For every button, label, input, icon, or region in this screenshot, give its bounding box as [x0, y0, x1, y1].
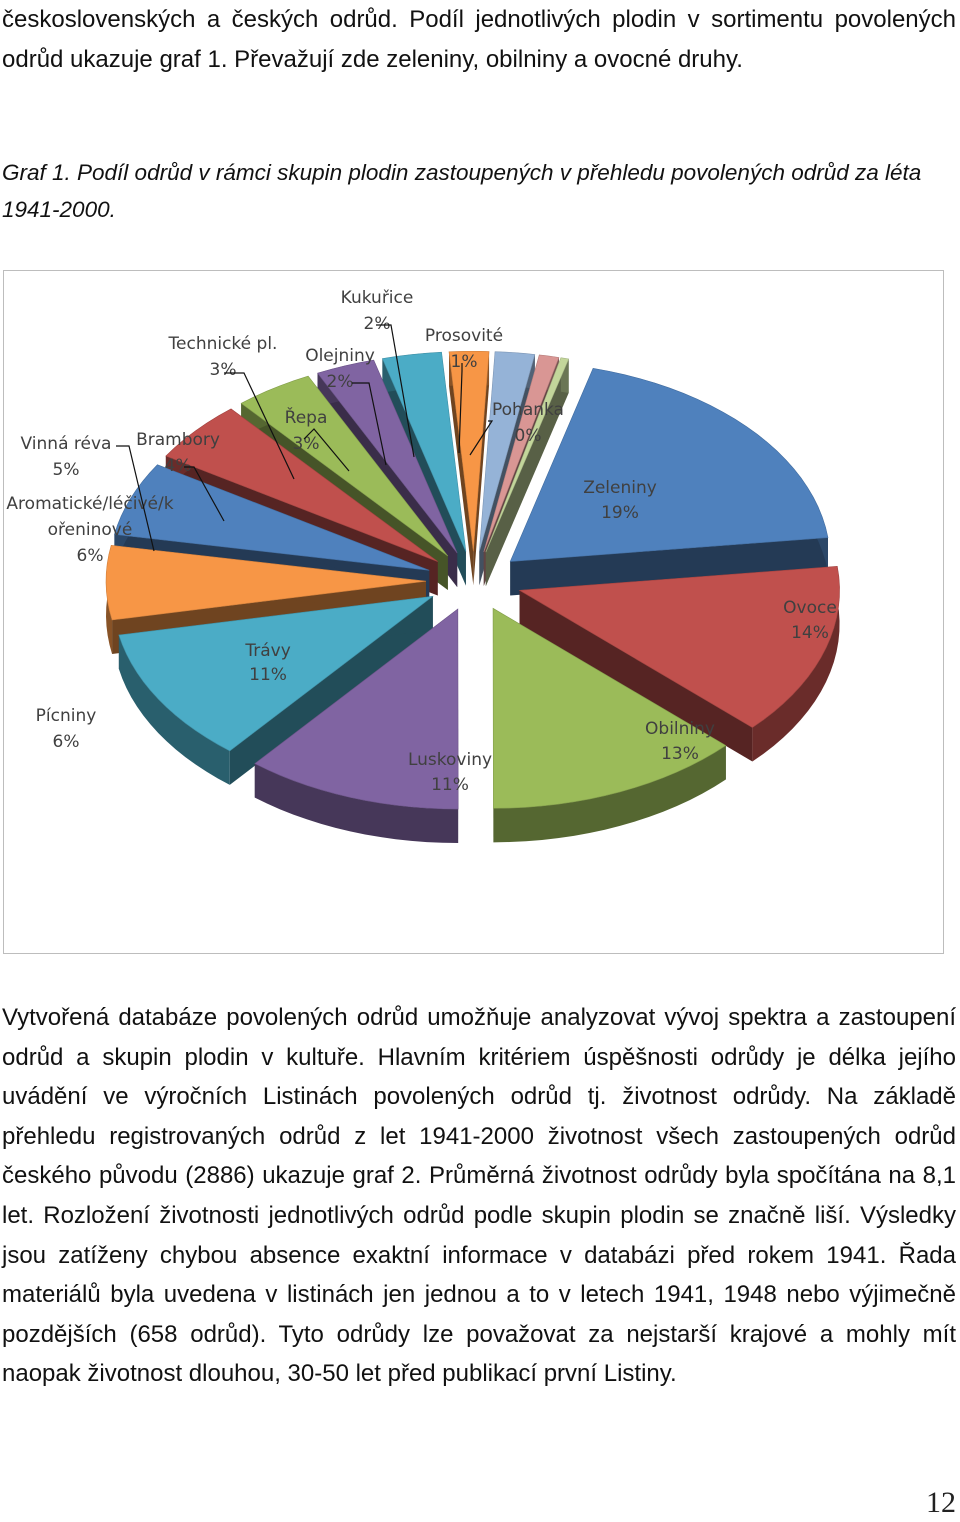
- slice-label-technick-pl-: Technické pl.: [168, 334, 278, 354]
- slice-label-p-cniny: Pícniny: [35, 706, 97, 726]
- slice-pct-technick-pl-: 3%: [209, 360, 237, 380]
- intro-paragraph: československých a českých odrůd. Podíl jednotlivých plodin v sortimentu povolených odrůd ukazuje graf 1. Převažují zde zeleniny, obilniny a ovocné druhy.: [2, 6, 956, 73]
- slice-label-aromatick-l-iv-ko-eninov--line1: ořeninové: [47, 520, 133, 540]
- slice-label-luskoviny: Luskoviny: [407, 750, 493, 770]
- slice-label-prosovit-: Prosovité: [424, 326, 504, 346]
- slice-pct-zeleniny: 19%: [601, 503, 639, 523]
- slice-pct-ovoce: 14%: [791, 623, 829, 643]
- slice-pct-olejniny: 2%: [326, 372, 354, 392]
- slice-label-olejniny: Olejniny: [305, 346, 375, 366]
- slice-pct-vinn-r-va: 5%: [52, 460, 80, 480]
- slice-label-ovoce: Ovoce: [783, 598, 837, 618]
- slice-pct-tr-vy: 11%: [249, 664, 287, 685]
- page-number: 12: [926, 1486, 956, 1519]
- slice-pct-obilniny: 13%: [661, 744, 699, 764]
- slice-pct-pohanka: 0%: [514, 426, 542, 446]
- slice-pct-brambory: 4%: [164, 456, 192, 476]
- slice-label-kuku-ice: Kukuřice: [340, 288, 414, 308]
- slice-label-brambory: Brambory: [136, 430, 220, 450]
- slice-label-pohanka: Pohanka: [492, 400, 564, 420]
- slice-pct--epa: 3%: [292, 434, 320, 454]
- slice-label-aromatick-l-iv-ko-eninov-: Aromatické/léčivé/k: [6, 494, 174, 514]
- slice-label--epa: Řepa: [284, 408, 328, 428]
- pie-chart-frame: [3, 270, 944, 954]
- figure-caption: Graf 1. Podíl odrůd v rámci skupin plodin zastoupených v přehledu povolených odrůd za léta 1941-2000.: [2, 160, 922, 222]
- slice-label-vinn-r-va: Vinná réva: [20, 434, 112, 454]
- body-paragraph: Vytvořená databáze povolených odrůd umožňuje analyzovat vývoj spektra a zastoupení odrůd a skupin plodin v kultuře. Hlavním kritériem úspěšnosti odrůdy je délka jejího uvádění ve výročních Listinách povolených odrůd tj. životnost odrůdy. Na základě přehledu registrovaných odrůd z let 1941-2000 životnost všech zastoupených odrůd českého původu (2886) ukazuje graf 2. Průměrná životnost odrůdy byla spočítána na 8,1 let. Rozložení životnosti jednotlivých odrůd podle skupin plodin se značně liší. Výsledky jsou zatíženy chybou absence exaktní informace v databázi před rokem 1941. Řada materiálů byla uvedena v listinách jen jednou a to v letech 1941, 1948 nebo výjimečně pozdějších (658 odrůd). Tyto odrůdy lze považovat za nejstarší krajové a mohly mít naopak životnost dlouhou, 30-50 let před publikací první Listiny.: [2, 1004, 956, 1388]
- slice-pct-luskoviny: 11%: [431, 775, 469, 795]
- slice-label-obilniny: Obilniny: [645, 719, 715, 739]
- slice-pct-kuku-ice: 2%: [363, 314, 391, 334]
- slice-pct-prosovit-: 1%: [450, 352, 478, 372]
- slice-label-tr-vy: Trávy: [245, 640, 291, 661]
- slice-pct-p-cniny: 6%: [52, 732, 80, 752]
- slice-label-zeleniny: Zeleniny: [583, 478, 657, 498]
- slice-pct-aromatick-l-iv-ko-eninov-: 6%: [76, 546, 104, 566]
- pie-chart: [4, 271, 945, 955]
